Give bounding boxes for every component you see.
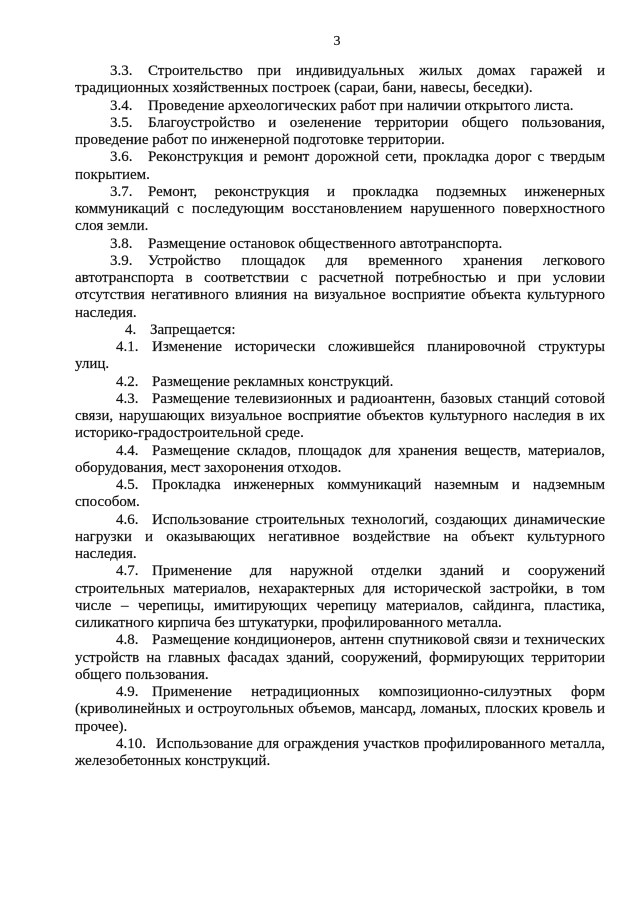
clause-line: строительных материалов, нехарактерных для исторической застройки, в том <box>75 580 605 597</box>
clause-number: 3.9. <box>110 252 133 269</box>
clause-4 <box>75 322 605 339</box>
clause-number: 3.6. <box>110 149 133 166</box>
clause-text: Прокладка инженерных коммуникаций наземным и надземным <box>152 477 605 493</box>
clause-line: коммуникаций с последующим восстановлением нарушенного поверхностного <box>75 201 605 217</box>
clause-text: Размещение остановок общественного автотранспорта. <box>148 235 503 252</box>
clause-first-line <box>75 443 605 460</box>
clause-text: Размещение телевизионных и радиоантенн, базовых станций сотовой <box>152 390 605 407</box>
clause-line: проведение работ по инженерной подготовке территории. <box>75 132 445 148</box>
clause-number: 4. <box>125 321 137 338</box>
clause-text: Проведение археологических работ при наличии открытого листа. <box>148 97 574 114</box>
clause-3-9 <box>75 253 605 322</box>
clause-text: Использование строительных технологий, создающих динамические <box>152 511 605 528</box>
clause-first-line <box>75 322 605 339</box>
clause-number: 3.7. <box>110 183 133 200</box>
page-number: 3 <box>333 34 341 49</box>
clause-4-4 <box>75 443 605 478</box>
clause-line: покрытием. <box>75 166 150 183</box>
clause-first-line <box>75 339 605 356</box>
clause-first-line <box>75 98 605 115</box>
clause-text: Размещение кондиционеров, антенн спутниковой связи и технических <box>152 632 605 649</box>
clause-number: 4.2. <box>116 373 139 390</box>
clause-line: устройств на главных фасадах зданий, сооружений, формирующих территории <box>75 649 605 666</box>
clause-4-1 <box>75 339 605 374</box>
clause-4-8 <box>75 632 605 684</box>
clause-first-line <box>75 253 605 270</box>
clause-text: Реконструкция и ремонт дорожной сети, прокладка дорог с твердым <box>148 149 605 166</box>
clause-3-3 <box>75 63 605 98</box>
clause-number: 4.5. <box>116 477 139 493</box>
clause-text: Использование для ограждения участков профилированного металла, <box>156 735 605 752</box>
clause-first-line <box>75 477 605 494</box>
clause-first-line <box>75 391 605 408</box>
clause-number: 4.3. <box>116 390 139 407</box>
clause-line: оборудования, мест захоронения отходов. <box>75 459 342 476</box>
clause-line: связи, нарушающих визуальное восприятие объектов культурного наследия в их <box>75 408 605 424</box>
clause-3-7 <box>75 184 605 236</box>
clause-text: Размещение складов, площадок для хранения веществ, материалов, <box>152 442 605 459</box>
clause-first-line <box>75 632 605 649</box>
clause-number: 3.5. <box>110 114 133 131</box>
clause-number: 4.1. <box>116 339 139 355</box>
clause-first-line <box>75 374 605 391</box>
clause-first-line <box>75 563 605 580</box>
clause-text: Устройство площадок для временного хранения легкового <box>148 252 605 269</box>
clause-line: способом. <box>75 494 140 511</box>
clause-4-3 <box>75 391 605 443</box>
clause-text: Благоустройство и озеленение территории общего пользования, <box>148 114 605 131</box>
document-body <box>75 63 605 770</box>
clause-text: Запрещается: <box>150 321 236 338</box>
clause-line: нагрузки и оказывающих негативное воздействие на объект культурного <box>75 528 605 545</box>
clause-number: 3.3. <box>110 63 133 79</box>
clause-line: (криволинейных и остроугольных объемов, мансард, ломаных, плоских кровель и <box>75 701 605 718</box>
clause-first-line <box>75 236 605 253</box>
clause-text: Применение нетрадиционных композиционно-силуэтных форм <box>152 684 605 700</box>
clause-line: силикатного кирпича без штукатурки, профилированного металла. <box>75 615 502 631</box>
clause-text: Применение для наружной отделки зданий и сооружений <box>152 563 605 580</box>
clause-3-8 <box>75 236 605 253</box>
clause-line: автотранспорта в соответствии с расчетной потребностью и при условии <box>75 270 605 286</box>
clause-text: Ремонт, реконструкция и прокладка подземных инженерных <box>148 183 605 200</box>
clause-line: наследия. <box>75 304 137 321</box>
clause-line: наследия. <box>75 546 137 562</box>
clause-4-10 <box>75 736 605 771</box>
clause-line: историко-градостроительной среде. <box>75 425 304 442</box>
clause-4-7 <box>75 563 605 632</box>
clause-first-line <box>75 736 605 753</box>
clause-line: традиционных хозяйственных построек (сараи, бани, навесы, беседки). <box>75 80 533 97</box>
clause-3-4 <box>75 98 605 115</box>
clause-text: Размещение рекламных конструкций. <box>152 373 394 390</box>
clause-text: Строительство при индивидуальных жилых домах гаражей и <box>148 63 605 79</box>
clause-number: 3.8. <box>110 235 133 252</box>
clause-first-line <box>75 684 605 701</box>
clause-first-line <box>75 115 605 132</box>
clause-number: 4.10. <box>116 735 146 752</box>
clause-first-line <box>75 63 605 80</box>
clause-line: числе – черепицы, имитирующих черепицу материалов, сайдинга, пластика, <box>75 597 605 614</box>
clause-first-line <box>75 149 605 166</box>
clause-text: Изменение исторически сложившейся планировочной структуры <box>152 339 605 355</box>
clause-first-line <box>75 512 605 529</box>
clause-line: железобетонных конструкций. <box>75 753 271 769</box>
clause-line: отсутствия негативного влияния на визуальное восприятие объекта культурного <box>75 287 605 304</box>
clause-4-2 <box>75 374 605 391</box>
clause-number: 4.7. <box>116 563 139 580</box>
clause-4-5 <box>75 477 605 512</box>
clause-number: 4.6. <box>116 511 139 528</box>
clause-number: 4.9. <box>116 684 139 700</box>
clause-first-line <box>75 184 605 201</box>
clause-line: общего пользования. <box>75 666 209 683</box>
clause-number: 4.8. <box>116 632 139 649</box>
clause-3-6 <box>75 149 605 184</box>
clause-4-6 <box>75 512 605 564</box>
clause-line: слоя земли. <box>75 218 149 235</box>
clause-number: 4.4. <box>116 442 139 459</box>
clause-line: улиц. <box>75 356 110 373</box>
clause-number: 3.4. <box>110 97 133 114</box>
clause-line: прочее). <box>75 718 128 735</box>
clause-3-5 <box>75 115 605 150</box>
clause-4-9 <box>75 684 605 736</box>
